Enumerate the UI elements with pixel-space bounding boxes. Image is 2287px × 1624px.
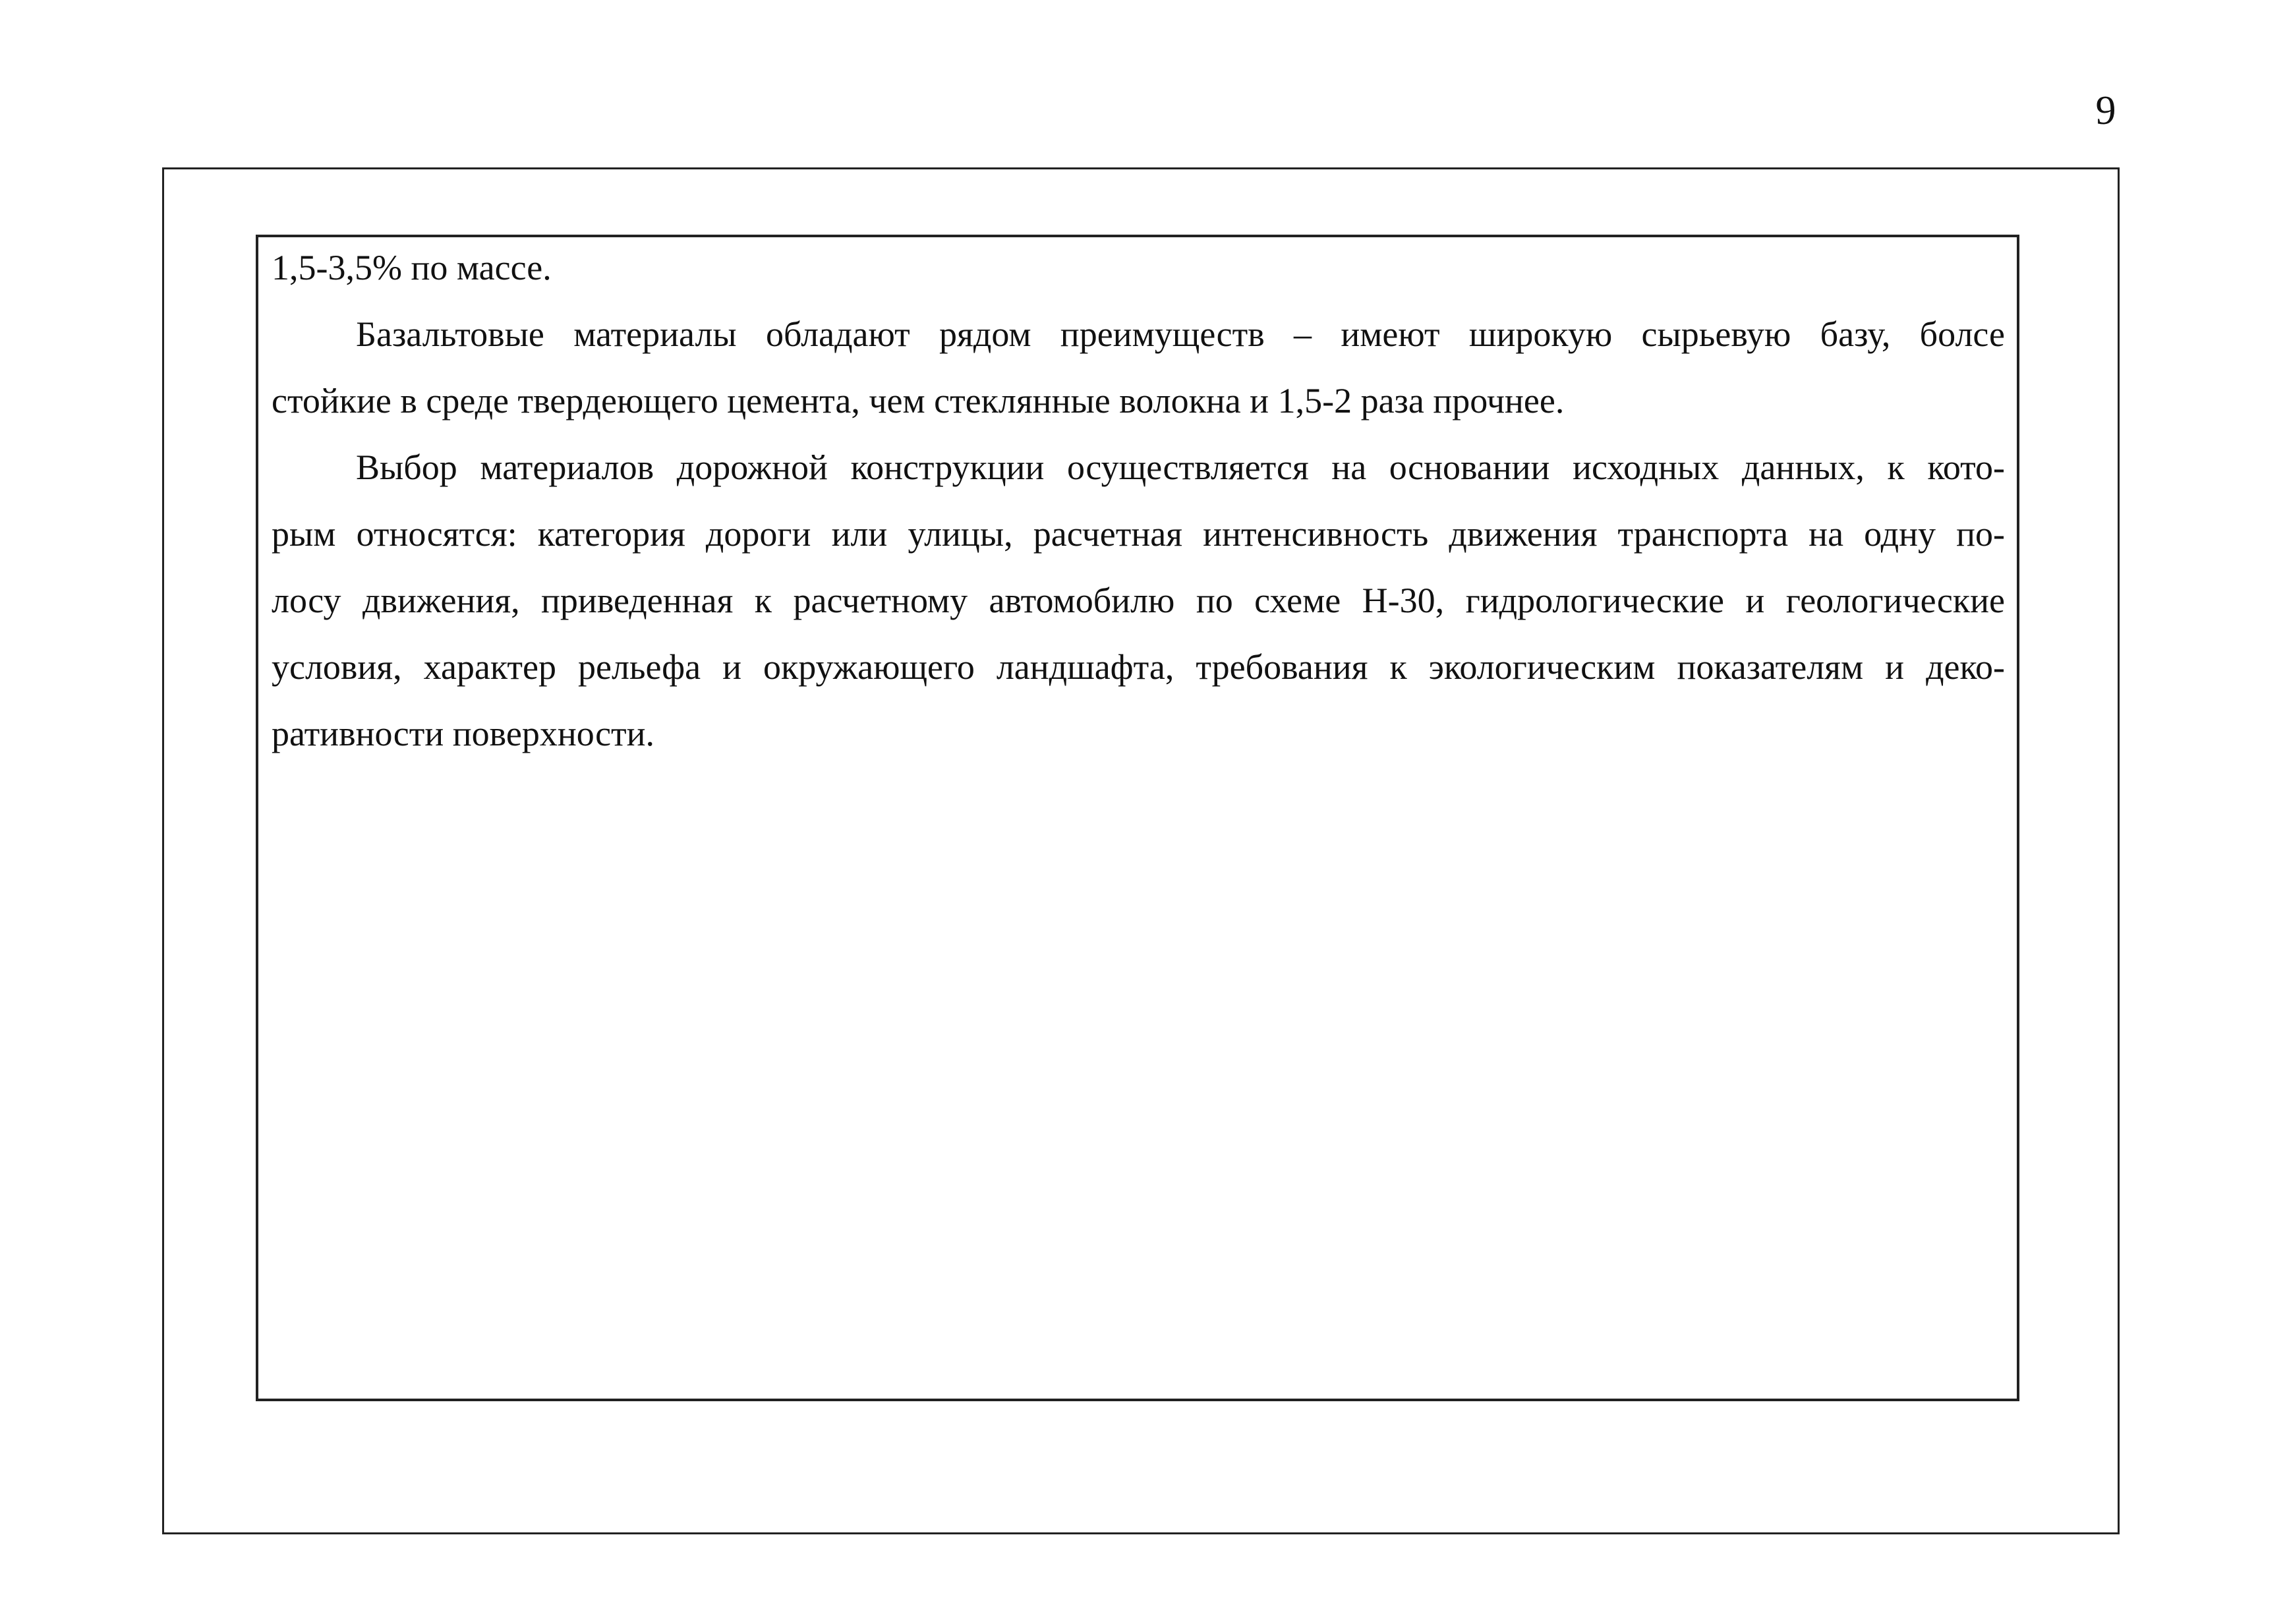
- page-number: 9: [2095, 88, 2116, 133]
- body-text: [272, 235, 2005, 767]
- paragraph-materials-line: ративности поверхности.: [272, 714, 655, 753]
- paragraph-materials-line: рым относятся: категория дороги или улицы, расчетная интенсивность движения транспорта на одну по-: [272, 514, 2005, 554]
- text-line: 1,5-3,5% по массе.: [272, 248, 552, 287]
- paragraph-basalt-line: Базальтовые материалы обладают рядом преимуществ – имеют широкую сырьевую базу, болсе: [356, 314, 2005, 354]
- paragraph-materials-line: Выбор материалов дорожной конструкции осуществляется на основании исходных данных, к кото-: [356, 448, 2005, 487]
- paragraph-materials-line: лосу движения, приведенная к расчетному автомобилю по схеме Н-30, гидрологические и геологические: [272, 581, 2005, 620]
- paragraph-basalt-line: стойкие в среде твердеющего цемента, чем стеклянные волокна и 1,5-2 раза прочнее.: [272, 381, 1565, 420]
- paragraph-materials-line: условия, характер рельефа и окружающего ландшафта, требования к экологическим показателям и деко-: [272, 647, 2005, 687]
